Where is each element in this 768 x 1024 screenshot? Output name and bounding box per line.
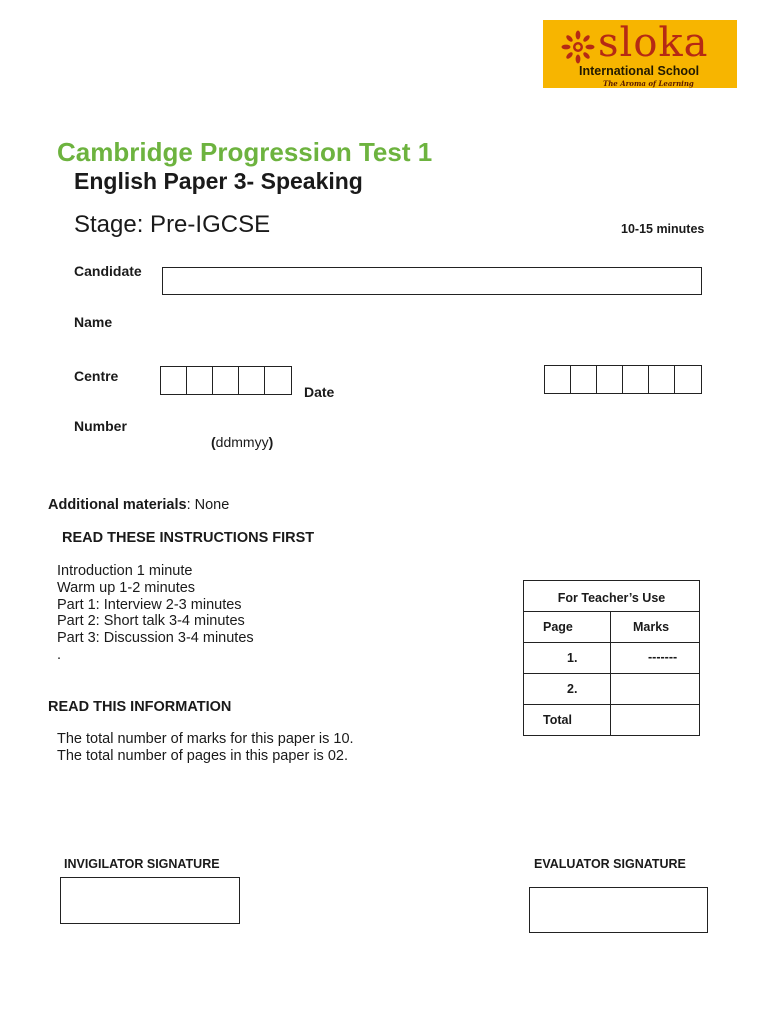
stage-label: Stage: Pre-IGCSE [74,211,271,238]
invigilator-signature-box[interactable] [60,877,240,924]
total-marks-cell[interactable] [611,705,700,736]
digit-box[interactable] [187,367,213,394]
centre-number-field[interactable] [160,366,292,395]
date-field[interactable] [544,365,702,394]
total-label-cell: Total [524,705,611,736]
logo-wordmark: sloka [598,20,709,66]
digit-box[interactable] [239,367,265,394]
name-label: Name [74,314,113,330]
info-line: The total number of marks for this paper is 10. [57,731,354,747]
list-item: . [57,646,62,663]
candidate-name-field[interactable] [162,267,702,295]
marks-cell[interactable] [611,674,700,705]
sun-flower-icon [561,30,595,64]
list-item: Part 2: Short talk 3-4 minutes [57,613,245,630]
digit-box[interactable] [545,366,571,393]
page-title: Cambridge Progression Test 1 [57,137,433,167]
page-cell: 1. [524,643,611,674]
instructions-heading: READ THESE INSTRUCTIONS FIRST [62,530,315,546]
invigilator-signature-label: INVIGILATOR SIGNATURE [64,857,220,871]
school-logo [543,20,737,88]
table-row [524,643,700,674]
evaluator-signature-label: EVALUATOR SIGNATURE [534,857,686,871]
page-cell: 2. [524,674,611,705]
candidate-label: Candidate [74,263,142,279]
digit-box[interactable] [623,366,649,393]
duration-label: 10-15 minutes [621,222,705,236]
centre-label: Centre [74,368,119,384]
logo-tagline: The Aroma of Learning [603,79,694,88]
marks-cell[interactable]: ------- [611,643,700,674]
teacher-use-table [523,580,700,736]
digit-box[interactable] [265,367,291,394]
digit-box[interactable] [161,367,187,394]
logo-subtitle: International School [579,64,700,78]
column-header-page: Page [524,612,611,643]
number-label: Number [74,418,127,434]
list-item: Introduction 1 minute [57,563,193,579]
date-label: Date [304,384,335,400]
list-item: Part 3: Discussion 3-4 minutes [57,630,254,647]
digit-box[interactable] [675,366,701,393]
paper-subtitle: English Paper 3- Speaking [74,168,363,194]
list-item: Warm up 1-2 minutes [57,579,196,596]
digit-box[interactable] [649,366,675,393]
evaluator-signature-box[interactable] [529,887,708,933]
info-line: The total number of pages in this paper is 02. [57,748,348,764]
digit-box[interactable] [213,367,239,394]
column-header-marks: Marks [611,612,700,643]
date-format-hint: (ddmmyy) [211,434,274,450]
information-text [57,731,354,765]
digit-box[interactable] [571,366,597,393]
list-item: Part 1: Interview 2-3 minutes [57,596,242,613]
table-row [524,705,700,736]
digit-box[interactable] [597,366,623,393]
table-row [524,674,700,705]
instructions-list [57,563,254,664]
information-heading: READ THIS INFORMATION [48,699,232,715]
additional-materials: Additional materials: None [48,497,230,513]
teacher-table-title: For Teacher’s Use [524,581,700,612]
